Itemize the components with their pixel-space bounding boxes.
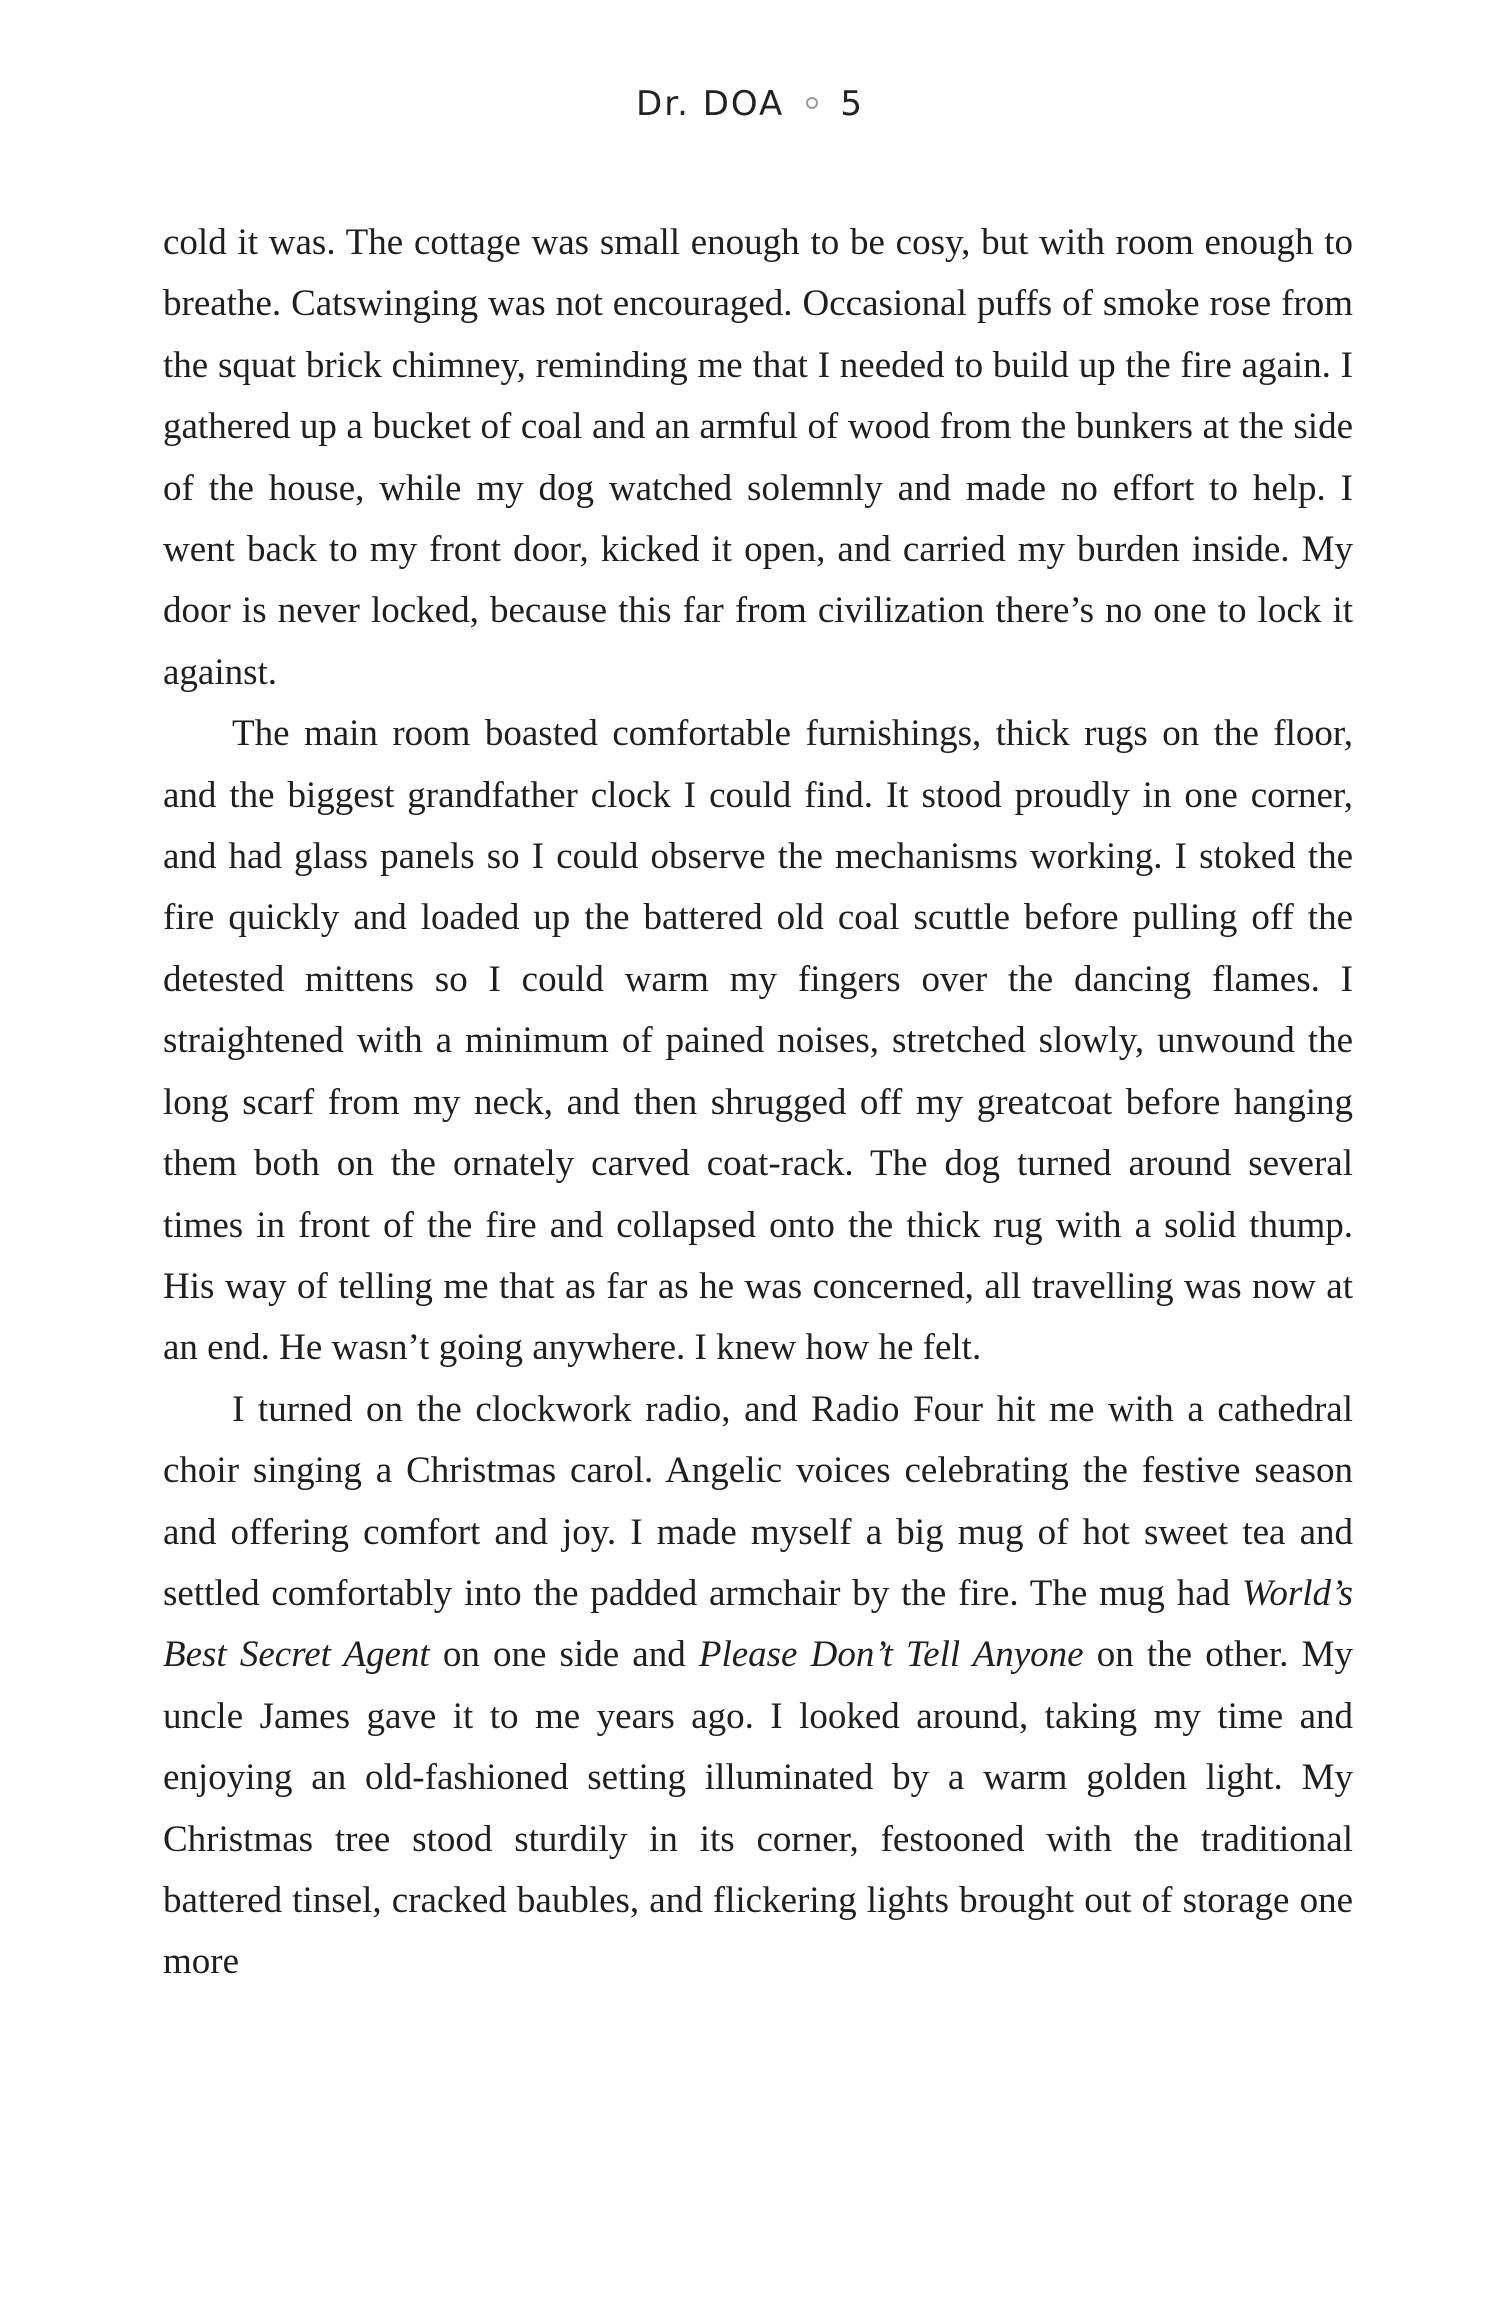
running-head-title: Dr. DOA (636, 84, 785, 124)
paragraph-1: cold it was. The cottage was small enough to be cosy, but with room enough to breathe. Catswinging was not encouraged. Occasional puffs of smoke rose from the squat brick chimney, reminding me that I needed to build up the fire again. I gathered up a bucket of coal and an armful of wood from the bunkers at the side of the house, while my dog watched solemnly and made no effort to help. I went back to my front door, kicked it open, and carried my burden inside. My door is never locked, because this far from civilization there’s no one to lock it against. (163, 222, 1353, 693)
paragraph-3 (163, 1379, 1353, 1993)
mug-inscription-back: Please Don’t Tell Anyone (698, 1634, 1084, 1676)
paragraph-3-text-a: I turned on the clockwork radio, and Radio Four hit me with a cathedral choir singing a Christmas carol. Angelic voices celebrating the festive season and offering comfort and joy. I made myself a big mug of hot sweet tea and settled comfortably into the padded armchair by the fire. The mug had (163, 1388, 1353, 1614)
mug-inscription-front: World’s Best Secret Agent (163, 1572, 1353, 1676)
paragraph-3-text-b: on one side and (429, 1634, 699, 1676)
paragraph-3-text-c: on the other. My uncle James gave it to me years ago. I looked around, taking my time and enjoying an old-fashioned setting illuminated by a warm golden light. My Christmas tree stood sturdily in its corner, festooned with the traditional battered tinsel, cracked baubles, and flickering lights brought out of storage one more (163, 1634, 1353, 1983)
page-number: 5 (840, 84, 864, 124)
separator-dot-icon (806, 97, 818, 109)
body-text (163, 212, 1353, 1993)
running-head (0, 84, 1500, 124)
paragraph-2: The main room boasted comfortable furnishings, thick rugs on the floor, and the biggest grandfather clock I could find. It stood proudly in one corner, and had glass panels so I could observe the mechanisms working. I stoked the fire quickly and loaded up the battered old coal scuttle before pulling off the detested mittens so I could warm my fingers over the dancing flames. I straightened with a minimum of pained noises, stretched slowly, unwound the long scarf from my neck, and then shrugged off my greatcoat before hanging them both on the ornately carved coat-rack. The dog turned around several times in front of the fire and collapsed onto the thick rug with a solid thump. His way of telling me that as far as he was concerned, all travelling was now at an end. He wasn’t going anywhere. I knew how he felt. (163, 713, 1353, 1369)
